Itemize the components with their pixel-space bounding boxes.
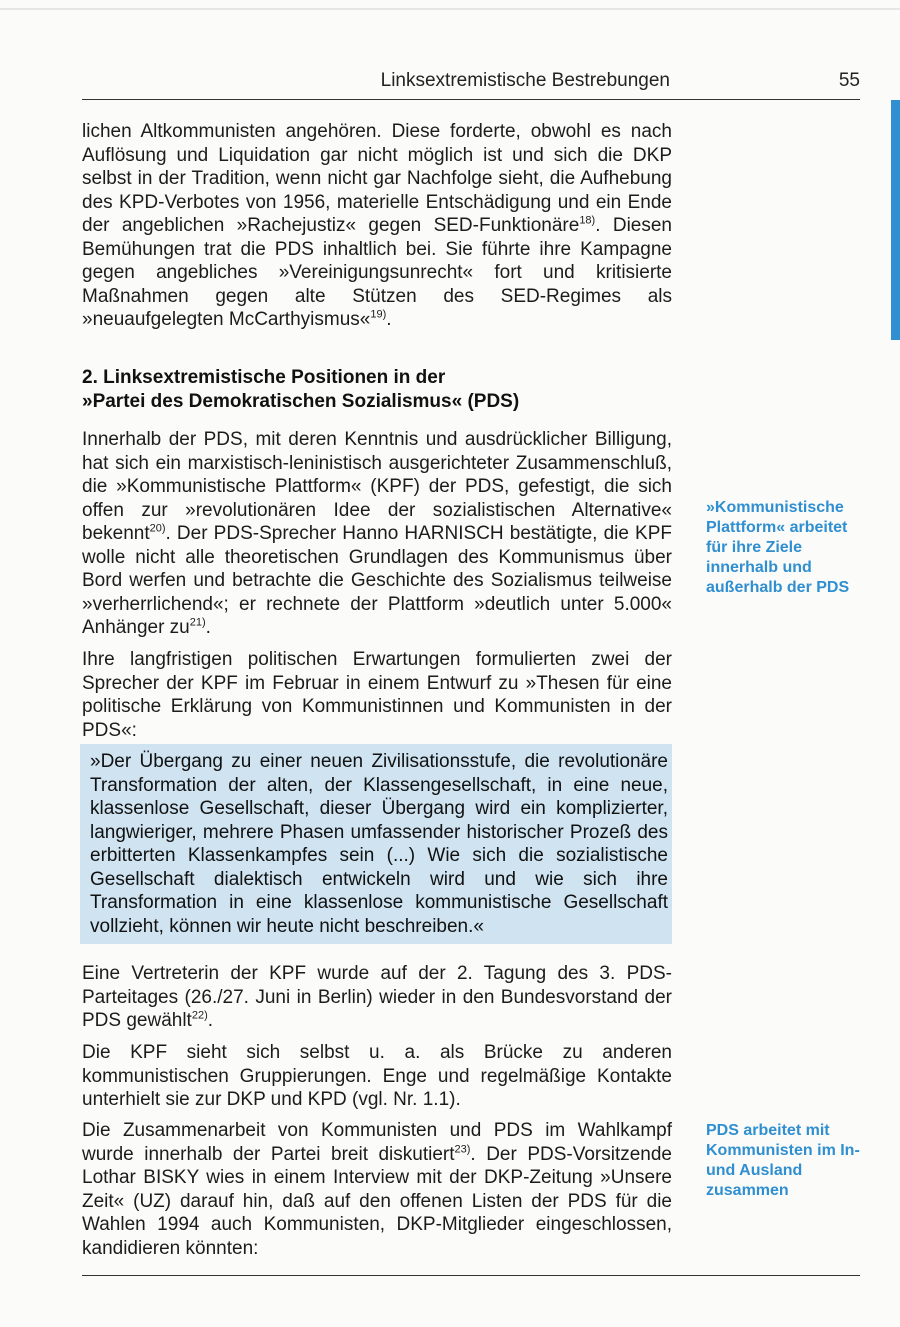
header-rule: [82, 99, 860, 100]
paragraph-text: Eine Vertreterin der KPF wurde auf der 2. Tagung des 3. PDS-Parteitages (26./27. Juni in Berlin) wieder in den Bundesvorstand der PDS gewählt: [82, 963, 672, 1031]
margin-note-kpf: »Kommunistische Plattform« arbeitet für ihre Ziele innerhalb und außerhalb der PDS: [706, 499, 850, 596]
paragraph-text: . Der PDS-Sprecher Hanno HARNISCH bestätigte, die KPF wolle nicht alle theoretischen Grundlagen des Kommunismus über Bord werfen und betrachte die Geschichte des Sozialismus teilweise »verherrlichend«; er rechnete der Plattform »deutlich unter 5.000« Anhänger zu: [82, 523, 672, 638]
paragraph-kpf: [82, 428, 672, 640]
paragraph-text: Die Zusammenarbeit von Kommunisten und PDS im Wahlkampf wurde innerhalb der Partei breit diskutiert: [82, 1120, 672, 1165]
scan-top-edge: [0, 8, 900, 10]
paragraph-text: . Der PDS-Vorsitzende Lothar BISKY wies in einem Interview mit der DKP-Zeitung »Unsere Zeit« (UZ) darauf hin, daß auf den offenen Listen der PDS für die Wahlen 1994 auch Kommunisten, DKP-Mitglieder eingeschlossen, kandidieren könnten:: [82, 1143, 672, 1259]
footnote-ref[interactable]: 22): [191, 1009, 208, 1022]
footnote-ref[interactable]: 23): [454, 1143, 471, 1156]
footnote-ref[interactable]: 20): [149, 522, 166, 535]
paragraph-wahlkampf: [82, 1119, 672, 1260]
paragraph-text: lichen Altkommunisten angehören. Diese forderte, obwohl es nach Auflösung und Liquidation gar nicht möglich ist und sich die DKP selbst in der Tradition, wenn nicht gar Nachfolge sieht, die Aufhebung des KPD-Verbotes von 1956, materielle Entschädigung und ein Ende der angeblichen »Rachejustiz« gegen SED-Funktionäre: [82, 121, 672, 236]
paragraph-continuation: [82, 120, 672, 332]
footnote-ref[interactable]: 21): [189, 616, 206, 629]
running-title: Linksextremistische Bestrebungen: [380, 70, 670, 91]
section-heading-line: 2. Linksextremistische Positionen in der: [82, 367, 446, 388]
section-heading-line: »Partei des Demokratischen Sozialismus« (PDS): [82, 391, 520, 412]
paragraph-text: . Diesen Bemühungen trat die PDS inhaltlich bei. Sie führte ihre Kampagne gegen angebliches »Vereinigungsunrecht« fort und kritisierte Maßnahmen gegen alte Stützen des SED-Regimes als »neuaufgelegten McCarthyismus«: [82, 215, 673, 330]
margin-note-pds: PDS arbeitet mit Kommunisten im In- und Ausland zusammen: [706, 1122, 860, 1199]
paragraph-expectations: Ihre langfristigen politischen Erwartungen formulierten zwei der Sprecher der KPF im Februar in einem Entwurf zu »Thesen für eine politische Erklärung von Kommunistinnen und Kommunisten in der PDS«:: [82, 649, 672, 741]
punctuation: .: [207, 1010, 214, 1031]
paragraph-text: Innerhalb der PDS, mit deren Kenntnis und ausdrücklicher Billigung, hat sich ein marxistisch-leninistisch ausgerichteter Zusammenschluß, die »Kommunistische Plattform« (KPF) der PDS, gefestigt, die sich offen zur »revolutionären Idee der sozialistischen Alternative« bekennt: [82, 429, 672, 544]
page-header: [82, 70, 860, 96]
section-heading: [82, 366, 672, 414]
paragraph-bruecke: Die KPF sieht sich selbst u. a. als Brücke zu anderen kommunistischen Gruppierungen. Enge und regelmäßige Kontakte unterhielt sie zur DKP und KPD (vgl. Nr. 1.1).: [82, 1042, 672, 1110]
block-quote: »Der Übergang zu einer neuen Zivilisationsstufe, die revolutionäre Transformation der alten, der Klassengesellschaft, in eine neue, klassenlose Gesellschaft, dieser Übergang wird ein komplizierter, langwieriger, mehrere Phasen umfassender historischer Prozeß des erbitterten Klassenkampfes sein (...) Wie sich die sozialistische Gesellschaft dialektisch entwickeln wird und wie sich ihre Transformation in eine klassenlose kommunistische Gesellschaft vollzieht, können wir heute nicht beschreiben.«: [90, 751, 668, 937]
footnote-ref[interactable]: 19): [370, 308, 387, 321]
punctuation: .: [205, 617, 211, 638]
page-number: 55: [838, 70, 860, 91]
footnote-ref[interactable]: 18): [579, 214, 596, 227]
paragraph-vertreterin: [82, 962, 672, 1033]
chapter-edge-tab: [891, 100, 900, 340]
footer-rule: [82, 1275, 860, 1276]
punctuation: .: [386, 309, 392, 330]
